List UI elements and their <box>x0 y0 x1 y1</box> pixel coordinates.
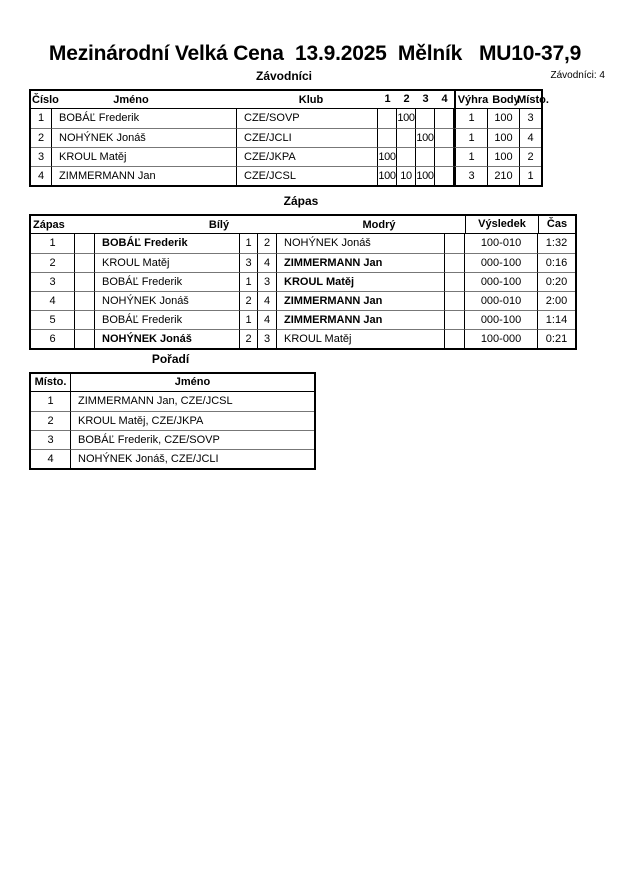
header-klub: Klub <box>298 94 324 106</box>
cell-gap <box>75 234 95 253</box>
competitors-header-right <box>454 91 549 109</box>
cell-result: 000-100 <box>465 310 538 329</box>
competitors-table <box>29 89 549 187</box>
cell-body: 100 <box>488 109 520 128</box>
ranking-table <box>29 372 316 470</box>
main-title: Mezinárodní Velká Cena 13.9.2025 Mělník MU10-37,9 <box>48 42 582 65</box>
cell-jmeno: ZIMMERMANN Jan <box>52 166 237 185</box>
cell-match-number: 2 <box>31 253 75 272</box>
header-zapas: Zápas <box>33 219 65 231</box>
section-title-poradi: Pořadí <box>151 352 190 366</box>
header-bily: Bílý <box>208 219 230 231</box>
cell-blue-name: ZIMMERMANN Jan <box>277 253 445 272</box>
cell-white-number: 1 <box>240 272 258 291</box>
cell-gap <box>75 329 95 348</box>
cell-time: 1:14 <box>538 310 575 329</box>
cell-body: 210 <box>488 166 520 185</box>
cell-r1 <box>378 128 397 147</box>
competitors-header-left <box>31 91 378 109</box>
cell-blue-number: 3 <box>258 272 277 291</box>
cell-r1 <box>378 109 397 128</box>
cell-vyhra: 1 <box>454 128 488 147</box>
header-round-1: 1 <box>378 91 397 109</box>
header-misto: Místo. <box>31 374 71 392</box>
cell-white-number: 2 <box>240 291 258 310</box>
cell-cislo: 3 <box>31 147 52 166</box>
cell-blue-name: KROUL Matěj <box>277 272 445 291</box>
cell-rank-name: KROUL Matěj, CZE/JKPA <box>71 411 314 430</box>
cell-gap <box>75 291 95 310</box>
cell-match-number: 6 <box>31 329 75 348</box>
cell-gap <box>445 329 465 348</box>
header-cislo: Číslo <box>32 94 59 106</box>
cell-cislo: 4 <box>31 166 52 185</box>
cell-klub: CZE/SOVP <box>237 109 378 128</box>
cell-jmeno: BOBÁĽ Frederik <box>52 109 237 128</box>
cell-white-number: 1 <box>240 310 258 329</box>
cell-white-name: BOBÁĽ Frederik <box>95 272 240 291</box>
cell-r4 <box>435 166 454 185</box>
cell-blue-name: KROUL Matěj <box>277 329 445 348</box>
cell-result: 100-010 <box>465 234 538 253</box>
cell-rank-name: BOBÁĽ Frederik, CZE/SOVP <box>71 430 314 449</box>
cell-gap <box>445 234 465 253</box>
cell-time: 2:00 <box>538 291 575 310</box>
cell-r3: 100 <box>416 128 435 147</box>
cell-result: 000-010 <box>465 291 538 310</box>
cell-misto: 1 <box>520 166 541 185</box>
competitors-count-label: Závodníci: 4 <box>550 70 605 81</box>
cell-rank-name: ZIMMERMANN Jan, CZE/JCSL <box>78 395 233 407</box>
cell-r4 <box>435 128 454 147</box>
cell-white-name: BOBÁĽ Frederik <box>95 310 240 329</box>
cell-gap <box>445 253 465 272</box>
cell-r2: 100 <box>397 109 416 128</box>
cell-blue-name: ZIMMERMANN Jan <box>277 310 445 329</box>
cell-gap <box>75 310 95 329</box>
cell-rank: 2 <box>31 411 71 430</box>
header-round-4: 4 <box>435 91 454 109</box>
cell-jmeno: KROUL Matěj <box>52 147 237 166</box>
cell-result: 000-100 <box>465 253 538 272</box>
cell-blue-name: ZIMMERMANN Jan <box>277 291 445 310</box>
cell-vyhra: 1 <box>454 147 488 166</box>
cell-result: 100-000 <box>465 329 538 348</box>
cell-white-name: NOHÝNEK Jonáš <box>95 291 240 310</box>
cell-white-name: KROUL Matěj <box>95 253 240 272</box>
section-title-zavodnici: Závodníci <box>255 69 312 83</box>
cell-misto: 2 <box>520 147 541 166</box>
cell-r2 <box>397 128 416 147</box>
cell-r3 <box>416 109 435 128</box>
cell-rank-name: NOHÝNEK Jonáš, CZE/JCLI <box>71 449 314 468</box>
cell-white-name: NOHÝNEK Jonáš <box>95 329 240 348</box>
cell-body: 100 <box>488 147 520 166</box>
header-jmeno: Jméno <box>71 374 314 392</box>
cell-r2: 10 <box>397 166 416 185</box>
cell-gap <box>75 272 95 291</box>
cell-vyhra: 1 <box>454 109 488 128</box>
header-jmeno: Jméno <box>113 94 149 106</box>
cell-klub: CZE/JCSL <box>237 166 378 185</box>
header-body: Body <box>492 94 520 106</box>
cell-jmeno: NOHÝNEK Jonáš <box>52 128 237 147</box>
cell-klub: CZE/JKPA <box>237 147 378 166</box>
matches-table <box>29 214 577 350</box>
cell-misto: 4 <box>520 128 541 147</box>
cell-r4 <box>435 109 454 128</box>
cell-r2 <box>397 147 416 166</box>
cell-rank: 1 <box>31 392 71 411</box>
cell-vyhra: 3 <box>454 166 488 185</box>
cell-r3: 100 <box>416 166 435 185</box>
cell-blue-number: 3 <box>258 329 277 348</box>
cell-match-number: 4 <box>31 291 75 310</box>
cell-rank: 4 <box>31 449 71 468</box>
cell-time: 0:20 <box>538 272 575 291</box>
cell-gap <box>445 272 465 291</box>
cell-blue-number: 4 <box>258 291 277 310</box>
cell-blue-number: 2 <box>258 234 277 253</box>
header-round-2: 2 <box>397 91 416 109</box>
cell-gap <box>75 253 95 272</box>
header-misto: Místo. <box>517 94 549 106</box>
cell-cislo: 2 <box>31 128 52 147</box>
header-modry: Modrý <box>362 219 396 231</box>
header-vyhra: Výhra <box>457 94 489 106</box>
cell-match-number: 3 <box>31 272 75 291</box>
header-vysledek: Výsledek <box>465 216 538 234</box>
header-round-3: 3 <box>416 91 435 109</box>
cell-body: 100 <box>488 128 520 147</box>
cell-klub: CZE/JCLI <box>237 128 378 147</box>
cell-match-number: 5 <box>31 310 75 329</box>
cell-blue-number: 4 <box>258 310 277 329</box>
header-cas: Čas <box>538 216 575 234</box>
cell-r1: 100 <box>378 147 397 166</box>
cell-time: 0:16 <box>538 253 575 272</box>
cell-misto: 3 <box>527 112 534 124</box>
cell-r1: 100 <box>378 166 397 185</box>
cell-match-number: 1 <box>31 234 75 253</box>
cell-blue-number: 4 <box>258 253 277 272</box>
cell-time: 1:32 <box>545 237 568 249</box>
cell-result: 000-100 <box>465 272 538 291</box>
section-title-zapas: Zápas <box>283 194 319 208</box>
cell-cislo: 1 <box>31 109 52 128</box>
cell-white-number: 1 <box>240 234 258 253</box>
cell-time: 0:21 <box>538 329 575 348</box>
cell-gap <box>445 310 465 329</box>
cell-r4 <box>435 147 454 166</box>
cell-white-name: BOBÁĽ Frederik <box>95 234 240 253</box>
cell-white-number: 2 <box>240 329 258 348</box>
cell-white-number: 3 <box>240 253 258 272</box>
cell-rank: 3 <box>31 430 71 449</box>
cell-blue-name: NOHÝNEK Jonáš <box>277 234 445 253</box>
cell-gap <box>445 291 465 310</box>
matches-header-left <box>31 216 465 234</box>
cell-r3 <box>416 147 435 166</box>
